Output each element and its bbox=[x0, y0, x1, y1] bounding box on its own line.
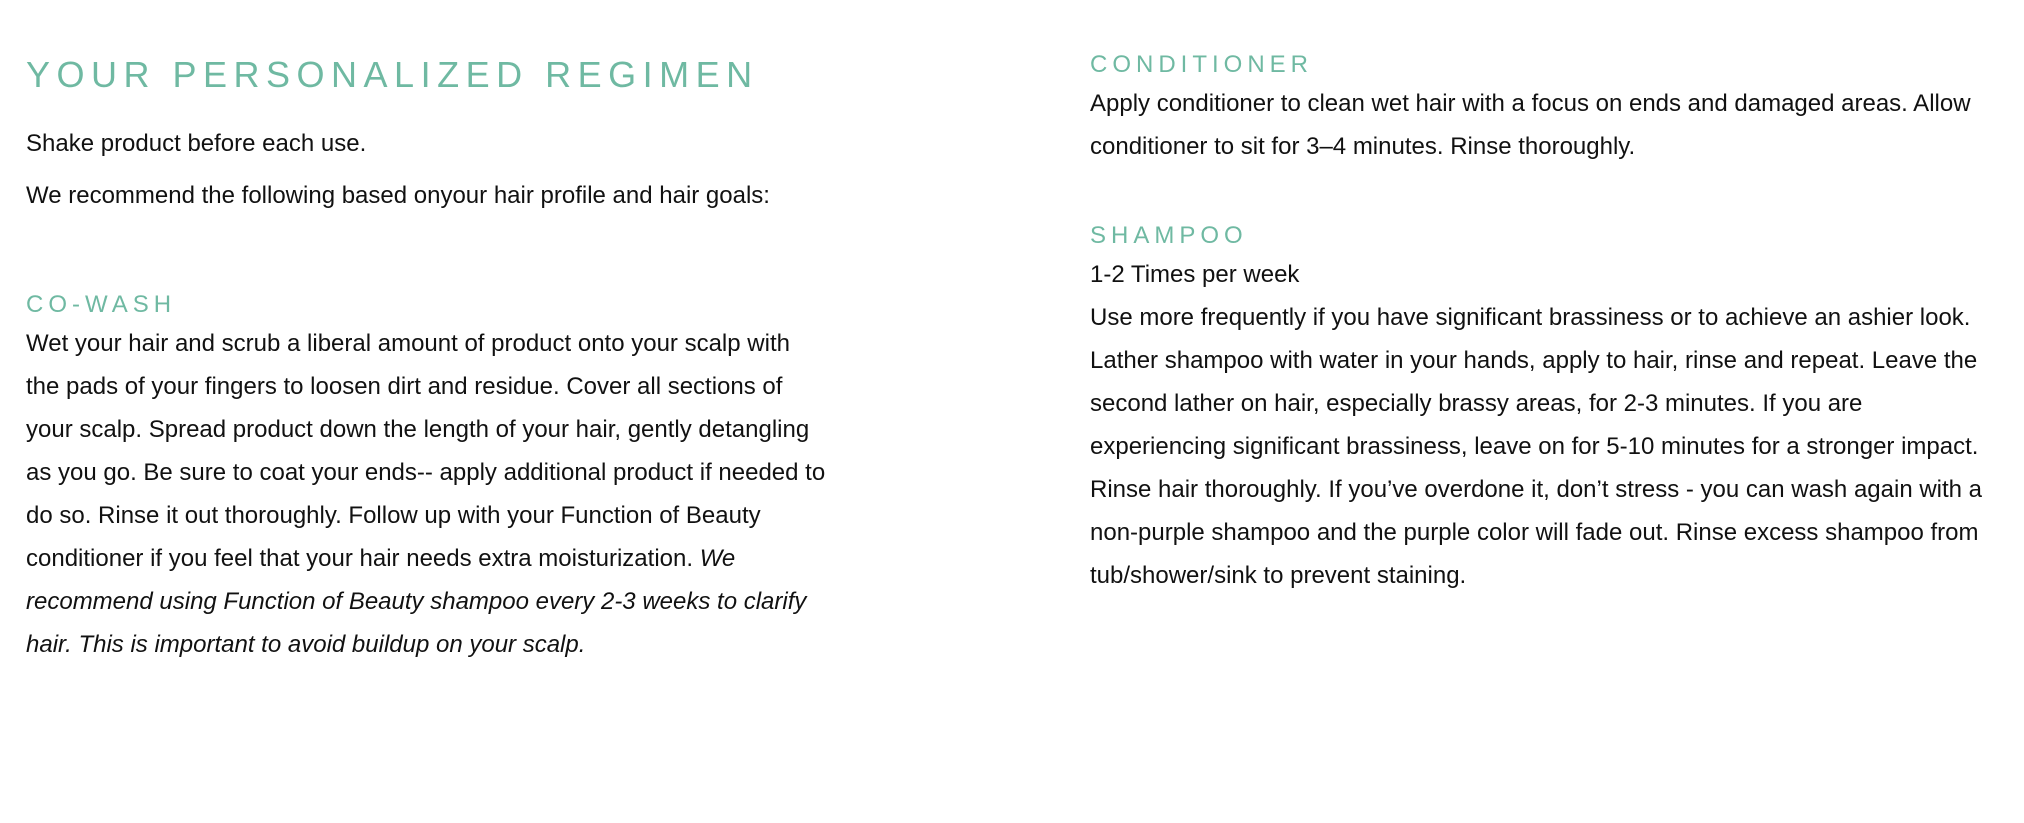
shampoo-heading: SHAMPOO bbox=[1090, 222, 1248, 249]
left-column bbox=[26, 50, 826, 666]
shampoo-instructions: Use more frequently if you have significant brassiness or to achieve an ashier look. Lather shampoo with water in your hands, apply to hair, rinse and repeat. Leave the second lather on hair, especially brassy areas, for 2-3 minutes. If you are experiencing significant brassiness, leave on for 5-10 minutes for a stronger impact. Rinse hair thoroughly. If you’ve overdone it, don’t stress - you can wash again with a non-purple shampoo and the purple color will fade out. Rinse excess shampoo from tub/shower/sink to prevent staining. bbox=[1090, 304, 1983, 589]
intro-recommendation: We recommend the following based onyour hair profile and hair goals: bbox=[26, 182, 770, 209]
cowash-heading: CO-WASH bbox=[26, 291, 177, 318]
shampoo-frequency: 1-2 Times per week bbox=[1090, 261, 1300, 288]
page-title: YOUR PERSONALIZED REGIMEN bbox=[26, 54, 759, 95]
conditioner-heading: CONDITIONER bbox=[1090, 51, 1313, 78]
conditioner-instructions: Apply conditioner to clean wet hair with a focus on ends and damaged areas. Allow conditioner to sit for 3–4 minutes. Rinse thoroughly. bbox=[1090, 90, 1971, 160]
cowash-body bbox=[26, 322, 826, 666]
cowash-instructions: Wet your hair and scrub a liberal amount of product onto your scalp with the pads of your fingers to loosen dirt and residue. Cover all sections of your scalp. Spread product down the length of your hair, gently detangling as you go. Be sure to coat your ends-- apply additional product if needed to do so. Rinse it out thoroughly. Follow up with your Function of Beauty conditioner if you feel that your hair needs extra moisturization. bbox=[26, 330, 826, 572]
cowash-recommendation: We recommend using Function of Beauty shampoo every 2-3 weeks to clarify hair. This is important to avoid buildup on your scalp. bbox=[26, 545, 807, 658]
intro-shake-note: Shake product before each use. bbox=[26, 130, 367, 157]
right-column bbox=[1090, 48, 2000, 597]
